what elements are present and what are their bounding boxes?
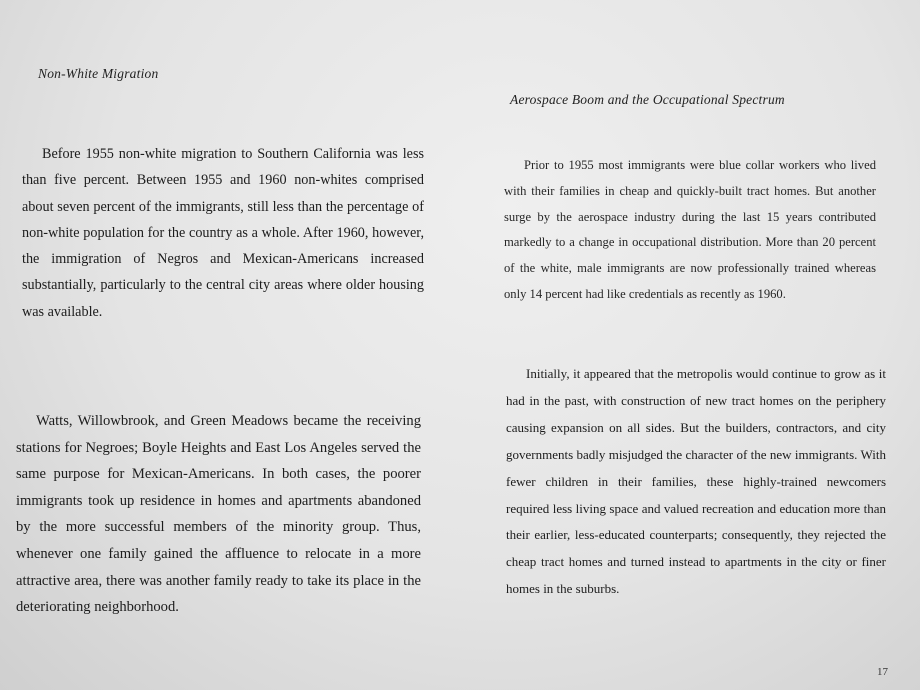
left-paragraph-1: Before 1955 non-white migration to Southern California was less than five percent. Between 1955 and 1960 non-whites comprised about seven percent of the immigrants, still less than the percentage of non-white population for the country as a whole. After 1960, however, the immigration of Negros and Mexican-Americans increased substantially, particularly to the central city areas where older housing was available. xyxy=(22,146,424,320)
page-number: 17 xyxy=(877,666,888,678)
left-paragraph-2: Watts, Willowbrook, and Green Meadows became the receiving stations for Negroes; Boyle Heights and East Los Angeles served the same purpose for Mexican-Americans. In both cases, the poorer immigrants took up residence in homes and apartments abandoned by the more successful members of the minority group. Thus, whenever one family gained the affluence to relocate in a more attractive area, there was another family ready to take its place in the deteriorating neighborhood. xyxy=(16,413,421,616)
right-column-title: Aerospace Boom and the Occupational Spectrum xyxy=(510,92,785,107)
left-column-title: Non-White Migration xyxy=(38,66,159,81)
right-paragraph-1: Prior to 1955 most immigrants were blue collar workers who lived with their families in cheap and quickly-built tract homes. But another surge by the aerospace industry during the last 15 years contributed markedly to a change in occupational distribution. More than 20 percent of the white, male immigrants are now professionally trained whereas only 14 percent had like credentials as recently as 1960. xyxy=(504,158,876,301)
right-paragraph-2: Initially, it appeared that the metropolis would continue to grow as it had in the past, with construction of new tract homes on the periphery causing expansion on all sides. But the builders, contractors, and city governments badly misjudged the character of the new immigrants. With fewer children in their families, these highly-trained newcomers required less living space and valued recreation and education more than their earlier, less-educated counterparts; consequently, they rejected the cheap tract homes and turned instead to apartments in the city or finer homes in the suburbs. xyxy=(506,366,886,597)
